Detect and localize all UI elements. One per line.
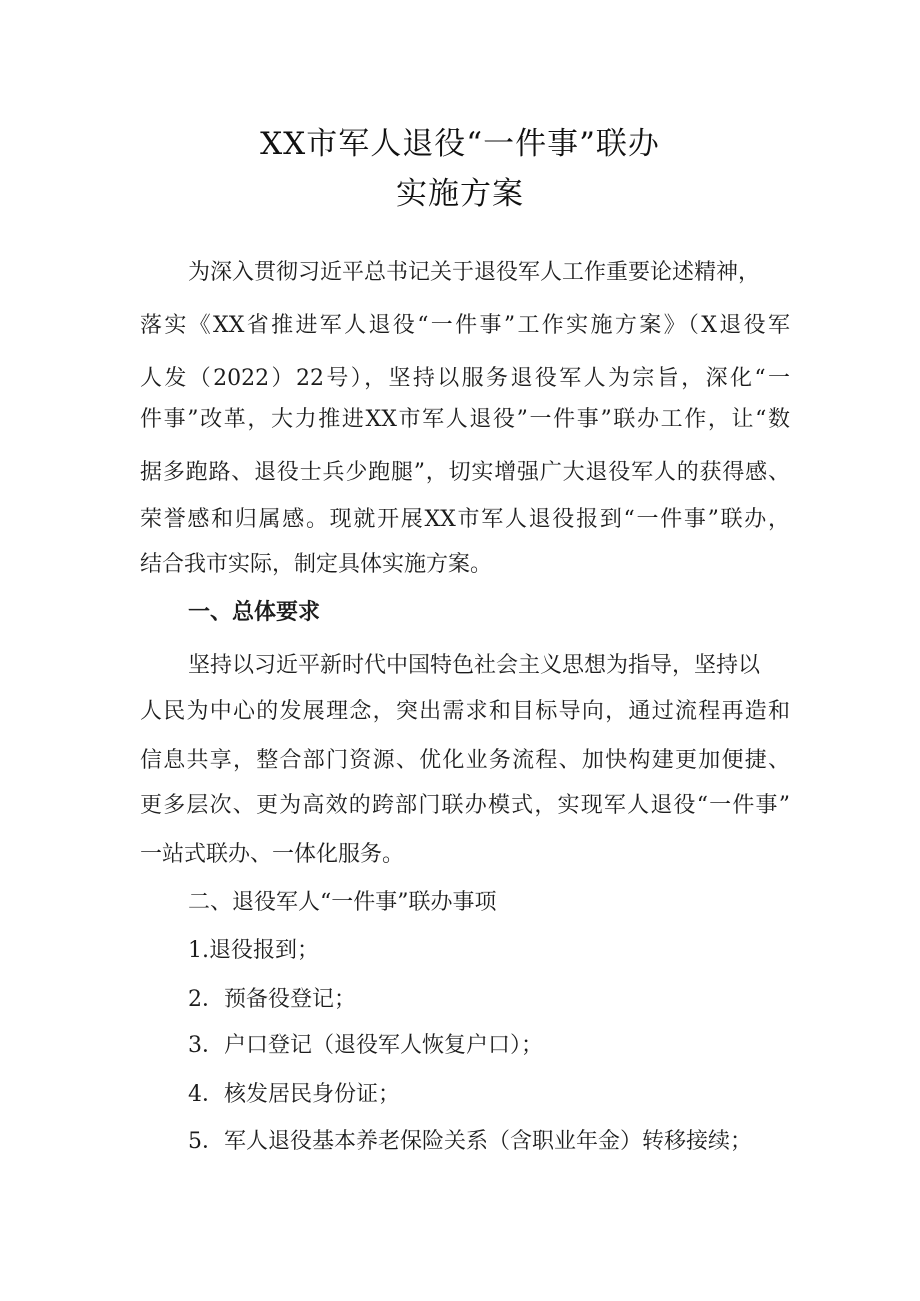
intro-line-5: 据多跑路、退役士兵少跑腿”，切实增强广大退役军人的获得感、 <box>140 460 790 485</box>
section-1-line-4: 更多层次、更为高效的跨部门联办模式，实现军人退役“一件事” <box>140 793 790 818</box>
item-4: 4．核发居民身份证； <box>188 1082 400 1107</box>
section-1-line-5: 一站式联办、一体化服务。 <box>140 842 405 867</box>
intro-line-7: 结合我市实际，制定具体实施方案。 <box>140 552 493 577</box>
document-title-line-2: 实施方案 <box>396 176 524 212</box>
intro-line-2: 落实《XX省推进军人退役“一件事”工作实施方案》（X退役军 <box>140 313 790 338</box>
intro-line-3: 人发（2022）22号），坚持以服务退役军人为宗旨，深化“一 <box>140 366 790 391</box>
item-1: 1.退役报到； <box>188 938 319 963</box>
section-1-line-3: 信息共享，整合部门资源、优化业务流程、加快构建更加便捷、 <box>140 748 790 773</box>
item-2: 2．预备役登记； <box>188 987 356 1012</box>
section-1-heading: 一、总体要求 <box>188 600 321 625</box>
intro-line-1: 为深入贯彻习近平总书记关于退役军人工作重要论述精神， <box>188 260 761 285</box>
document-title-line-1: XX市军人退役“一件事”联办 <box>260 126 660 162</box>
section-1-line-2: 人民为中心的发展理念，突出需求和目标导向，通过流程再造和 <box>140 699 790 724</box>
item-5: 5．军人退役基本养老保险关系（含职业年金）转移接续； <box>188 1129 752 1154</box>
intro-line-4: 件事”改革，大力推进XX市军人退役”一件事”联办工作，让“数 <box>140 407 790 432</box>
intro-line-6: 荣誉感和归属感。现就开展XX市军人退役报到“一件事”联办， <box>140 507 790 532</box>
section-1-line-1: 坚持以习近平新时代中国特色社会主义思想为指导，坚持以 <box>188 653 761 678</box>
section-2-heading: 二、退役军人“一件事”联办事项 <box>188 890 497 915</box>
item-3: 3．户口登记（退役军人恢复户口）； <box>188 1033 543 1058</box>
